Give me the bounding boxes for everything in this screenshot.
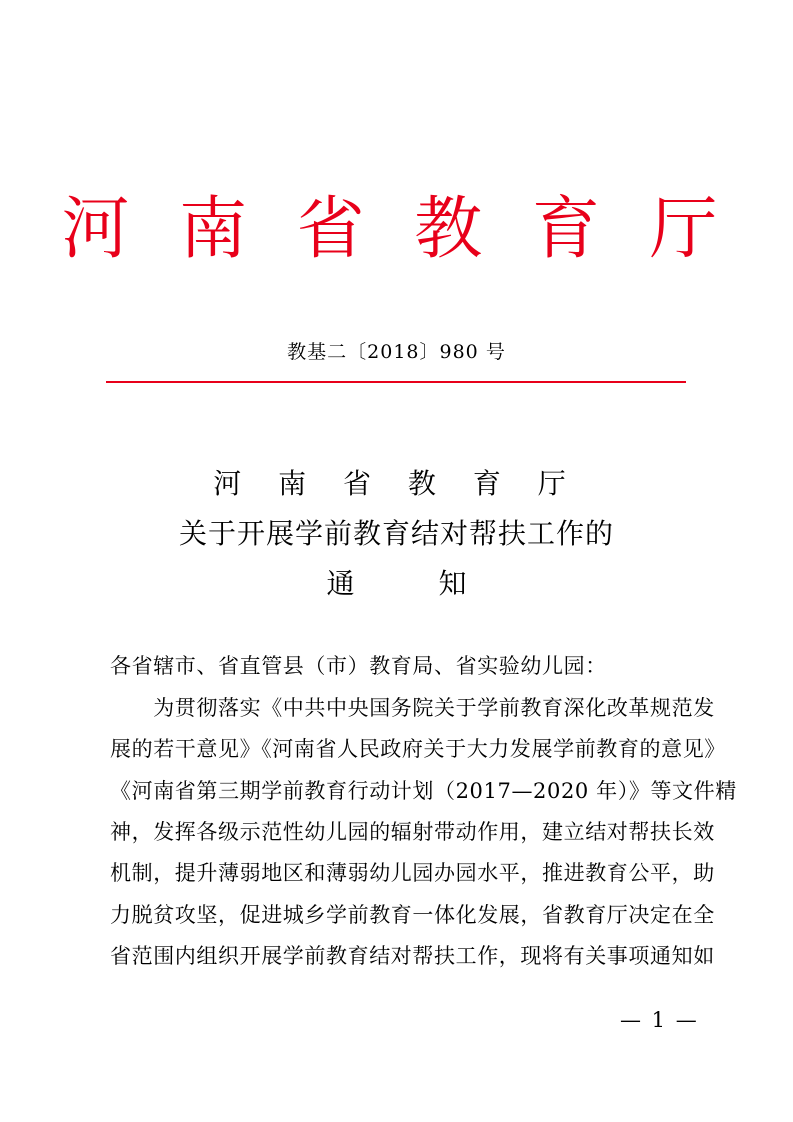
title-subject: 关于开展学前教育结对帮扶工作的 <box>178 517 614 550</box>
title-notice-char-2: 知 <box>438 567 467 600</box>
title-notice <box>0 566 793 602</box>
letterhead-org-name: 河 南 省 教 育 厅 <box>61 190 732 269</box>
title-notice-char-1: 通 <box>326 567 355 600</box>
letterhead-divider <box>106 381 686 383</box>
page-number: — 1 — <box>620 1008 699 1032</box>
body-line-7: 省范围内组织开展学前教育结对帮扶工作，现将有关事项通知如 <box>110 944 715 968</box>
body-line-3: 《河南省第三期学前教育行动计划（2017—2020 年）》等文件精 <box>110 779 737 803</box>
body-line-6: 力脱贫攻坚，促进城乡学前教育一体化发展，省教育厅决定在全 <box>110 903 715 927</box>
document-number: 教基二〔2018〕980 号 <box>287 341 506 363</box>
body-line-4: 神，发挥各级示范性幼儿园的辐射带动作用，建立结对帮扶长效 <box>110 820 715 844</box>
recipients-line: 各省辖市、省直管县（市）教育局、省实验幼儿园： <box>110 654 607 678</box>
body-line-5: 机制，提升薄弱地区和薄弱幼儿园办园水平，推进教育公平，助 <box>110 861 715 885</box>
title-issuer: 河 南 省 教 育 厅 <box>213 467 580 500</box>
body-line-1: 为贯彻落实《中共中央国务院关于学前教育深化改革规范发 <box>110 696 715 720</box>
body-line-2: 展的若干意见》《河南省人民政府关于大力发展学前教育的意见》 <box>110 737 726 761</box>
